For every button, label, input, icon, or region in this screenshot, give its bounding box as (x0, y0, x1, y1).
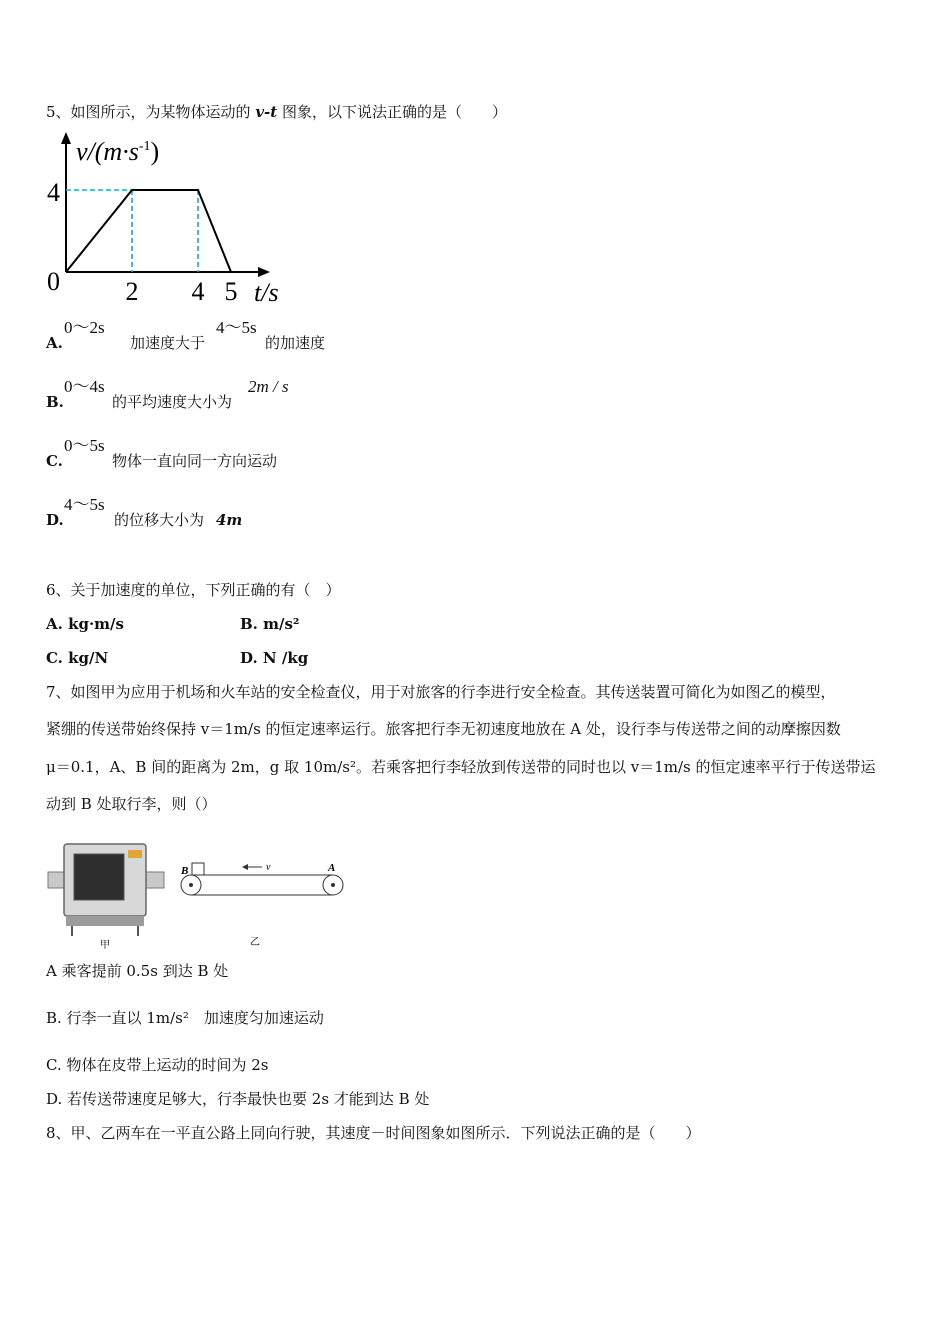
option-math-1: 0～5s (64, 436, 105, 455)
q5-stem-part1: 5、如图所示，为某物体运动的 (46, 103, 256, 121)
q6-option-a: A. kg·m/s (46, 615, 124, 633)
option-text-2: 的加速度 (265, 334, 326, 352)
q5-stem (46, 102, 507, 122)
velocity-arrowhead (242, 864, 248, 870)
x-tick-2: 2 (125, 277, 139, 306)
option-text-1: 物体一直向同一方向运动 (112, 452, 278, 470)
q6-option-d: D. N /kg (240, 649, 309, 667)
option-text-1: 的平均速度大小为 (112, 393, 233, 411)
q7-line-3: μ＝0.1，A、B 间的距离为 2m，g 取 10m/s²。若乘客把行李轻放到传送带的同时也以 v＝1m/s 的恒定速率平行于传送带运 (46, 758, 876, 776)
q7-option-b: B. 行李一直以 1m/s² 加速度匀加速运动 (46, 1009, 324, 1027)
q7-line-2: 紧绷的传送带始终保持 v＝1m/s 的恒定速率运行。旅客把行李无初速度地放在 A 处，设行李与传送带之间的动摩擦因数 (46, 720, 841, 738)
scanner-base (66, 916, 144, 926)
option-letter: B. (46, 393, 64, 411)
q6-option-b: B. m/s² (240, 615, 300, 633)
q7-option-d: D. 若传送带速度足够大，行李最快也要 2s 才能到达 B 处 (46, 1090, 430, 1108)
y-tick-4: 4 (47, 178, 60, 207)
q6-option-c: C. kg/N (46, 649, 109, 667)
origin-label: 0 (47, 267, 60, 296)
option-math-2: 4～5s (216, 318, 257, 337)
q7-line-4: 动到 B 处取行李，则（） (46, 795, 217, 813)
option-math-2: 2m / s (248, 377, 289, 396)
point-a-label: A (328, 862, 336, 874)
option-letter: A. (46, 334, 63, 352)
option-math-1: 0～2s (64, 318, 105, 337)
option-math-1: 4～5s (64, 495, 105, 514)
option-text-1: 的位移大小为 (114, 511, 205, 529)
figure-label-jia: 甲 (100, 940, 110, 950)
velocity-label: v (266, 862, 271, 873)
option-text-2: 4m (216, 511, 243, 529)
q7-option-c: C. 物体在皮带上运动的时间为 2s (46, 1056, 269, 1074)
vt-series-line (66, 190, 231, 272)
vt-graph (40, 130, 300, 310)
q5-stem-vt: v-t (255, 103, 278, 121)
q7-line-1: 7、如图甲为应用于机场和火车站的安全检查仪，用于对旅客的行李进行安全检查。其传送装置可简化为如图乙的模型， (46, 683, 836, 701)
y-axis-label-exp: -1 (138, 139, 151, 154)
x-tick-4: 4 (191, 277, 205, 306)
q7-option-a: A 乘客提前 0.5s 到达 B 处 (46, 962, 229, 980)
y-axis-label-close: ) (150, 137, 160, 166)
q5-stem-part2: 图象，以下说法正确的是（ ） (277, 103, 507, 121)
left-pulley-axle (189, 883, 193, 887)
q6-stem: 6、关于加速度的单位，下列正确的有（ ） (46, 581, 341, 599)
option-letter: D. (46, 511, 64, 529)
figure-label-yi: 乙 (250, 937, 260, 948)
option-text-1: 加速度大于 (130, 334, 206, 352)
x-axis-arrow (258, 267, 270, 277)
x-tick-5: 5 (224, 277, 238, 306)
scanner-tunnel (74, 854, 124, 900)
y-axis-label-main: v/(m·s (76, 137, 139, 166)
q8-stem: 8、甲、乙两车在一平直公路上同向行驶，其速度－时间图象如图所示．下列说法正确的是（ ） (46, 1124, 701, 1142)
point-b-label: B (181, 865, 189, 877)
conveyor-model-figure (178, 855, 350, 950)
right-pulley-axle (331, 883, 335, 887)
x-axis-label: t/s (254, 278, 279, 307)
luggage-box (192, 863, 204, 875)
y-axis-label (76, 137, 159, 166)
y-axis-arrow (61, 132, 71, 144)
scanner-panel-light (128, 850, 142, 858)
option-letter: C. (46, 452, 63, 470)
option-math-1: 0～4s (64, 377, 105, 396)
security-scanner-figure (46, 840, 166, 950)
